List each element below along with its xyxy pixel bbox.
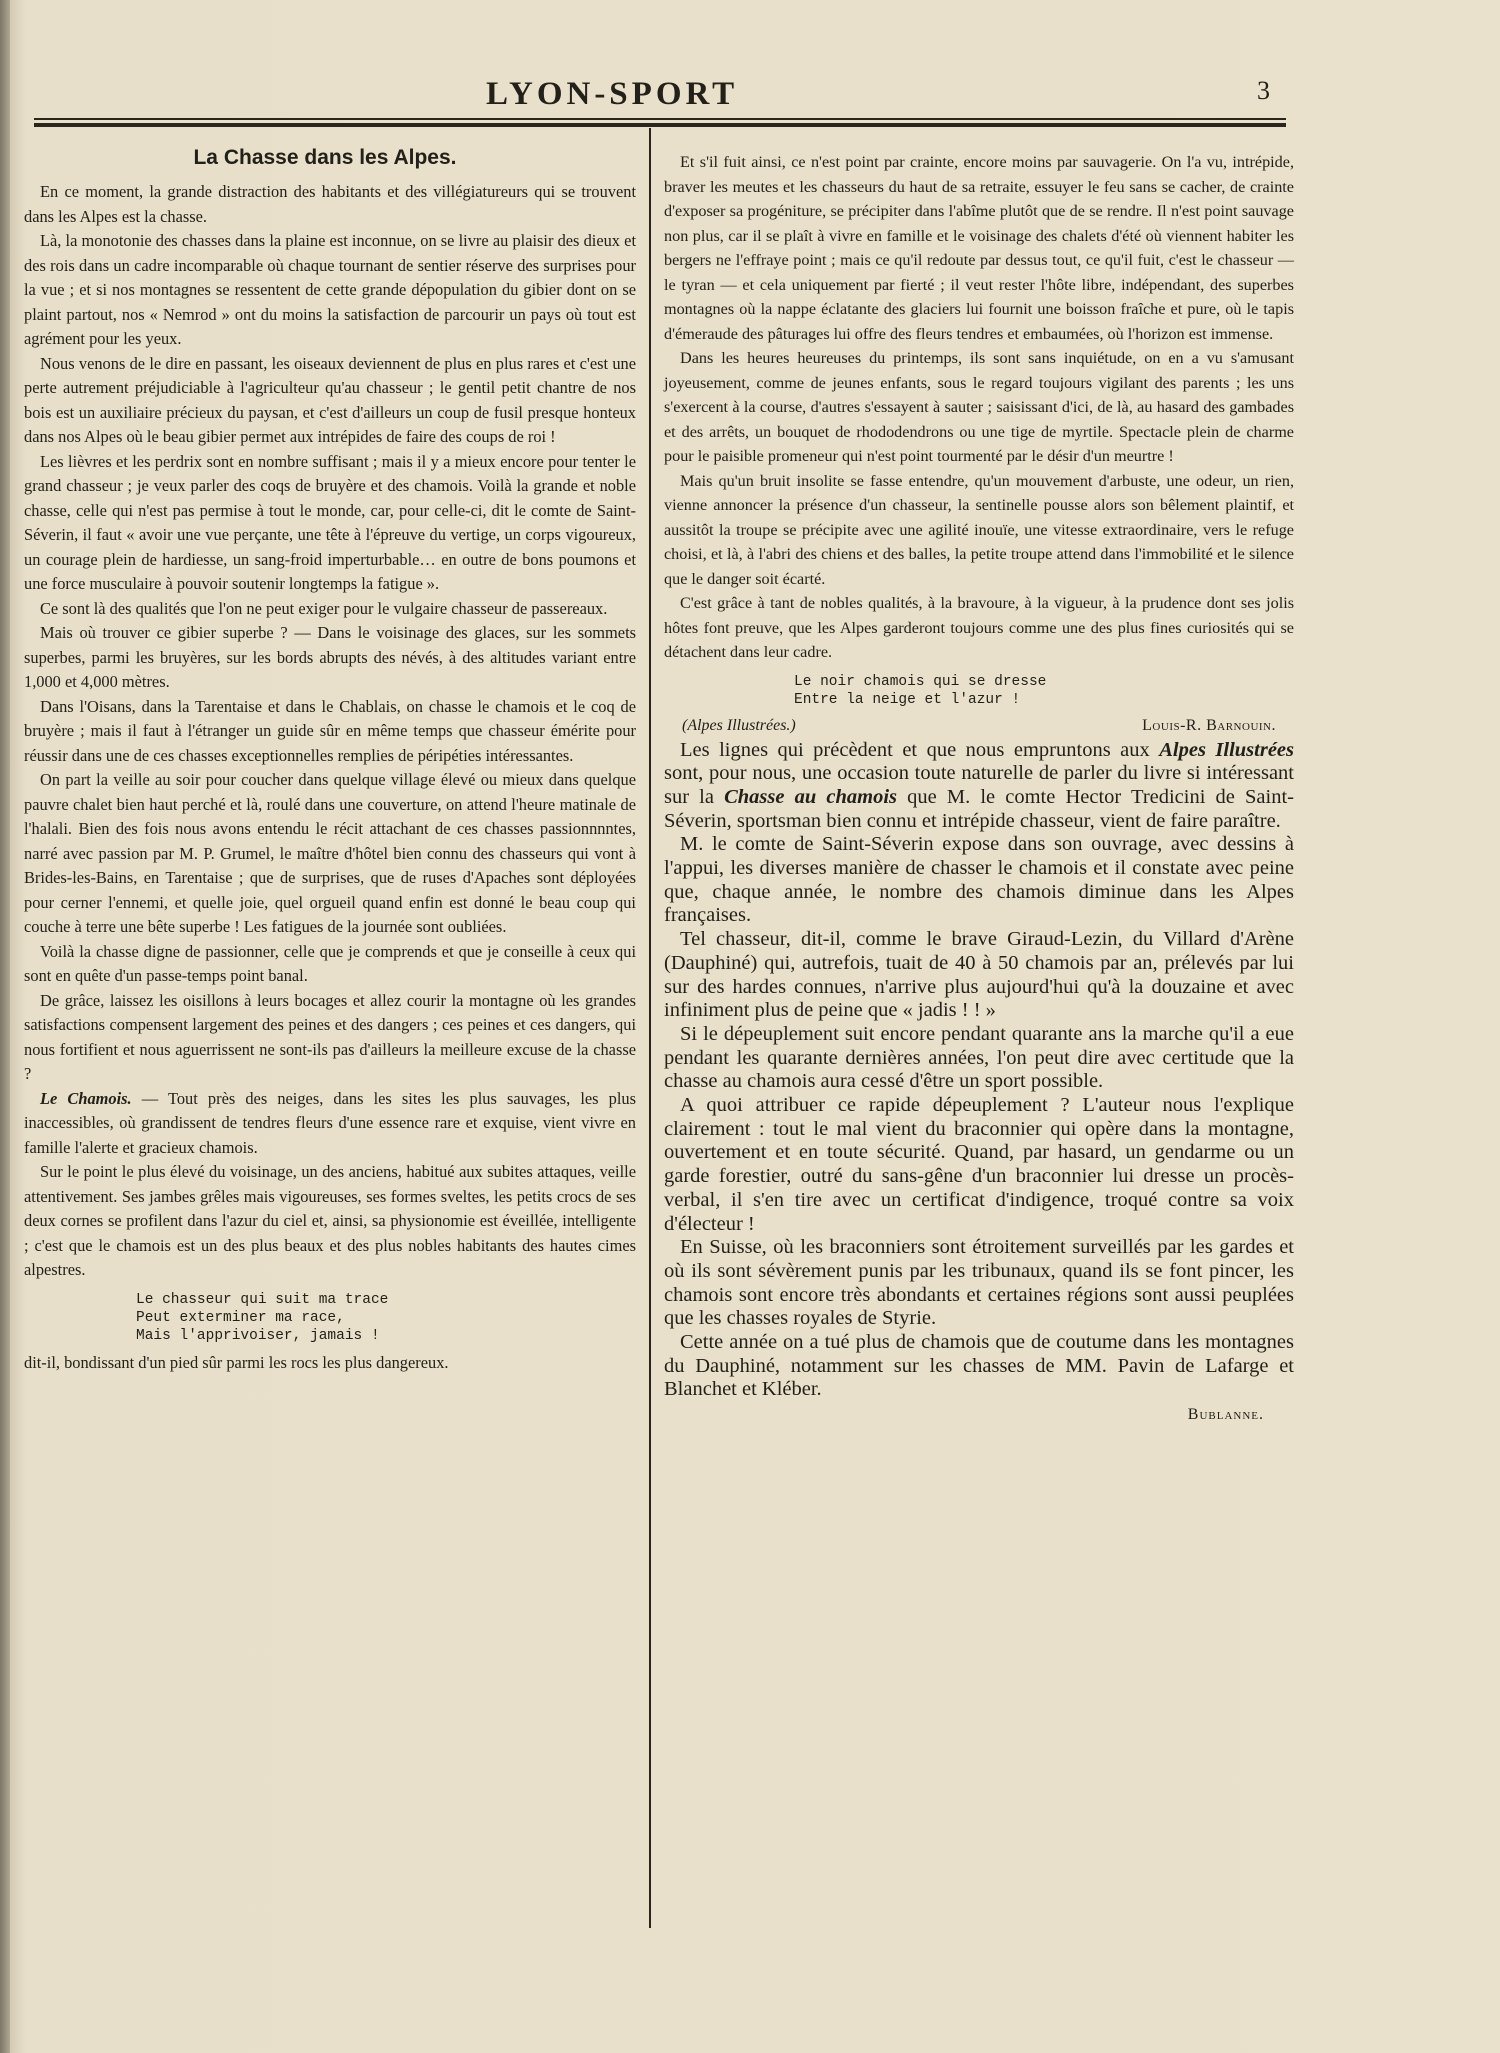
article-paragraph: Cette année on a tué plus de chamois que de coutume dans les montagnes du Dauphiné, notamment sur les chasses de MM. Pavin de Lafarge et Blanchet et Kléber. bbox=[664, 1331, 1294, 1401]
article-paragraph: Mais où trouver ce gibier superbe ? — Dans le voisinage des glaces, sur les sommets superbes, parmi les bruyères, sur les bords abrupts des névés, à des altitudes variant entre 1,000 et 4,000 mètres. bbox=[24, 623, 636, 691]
article-paragraph: C'est grâce à tant de nobles qualités, à la bravoure, à la vigueur, à la prudence dont ses jolis hôtes font preuve, que les Alpes garderont toujours comme une des plus fines curiosités qui se détachent dans leur cadre. bbox=[664, 594, 1294, 661]
verse-line: Le chasseur qui suit ma trace bbox=[136, 1291, 389, 1308]
left-column bbox=[24, 146, 636, 1375]
author-credit: Louis-R. Barnouin. bbox=[1142, 716, 1276, 734]
right-column bbox=[664, 150, 1294, 1424]
article-paragraph: Dans l'Oisans, dans la Tarentaise et dans le Chablais, on chasse le chamois et le coq de bruyère ; mais il faut à l'étranger un guide sûr en même temps que chasseur émérite pour réussir dans une de ces chasses exceptionnelles remplies de péripéties intéressantes. bbox=[24, 696, 636, 765]
column-divider bbox=[649, 128, 651, 1928]
chamois-text: — Tout près des neiges, dans les sites les plus sauvages, les plus inaccessibles, où grandissent de tendres fleurs d'une essence rare et exquise, vient vivre en famille l'alerte et gracieux chamois. bbox=[24, 1088, 636, 1157]
verse-line: Mais l'apprivoiser, jamais ! bbox=[136, 1327, 380, 1344]
article-paragraph: Dans les heures heureuses du printemps, ils sont sans inquiétude, on en a vu s'amusant joyeusement, comme de jeunes enfants, sous le regard toujours vigilant des parents ; les uns s'exercent à la course, d'autres s'essayent à sauter ; saisissant d'ici, de là, au hasard des gambades et des arrêts, un bouquet de rhododendrons ou une tige de myrtile. Spectacle plein de charme pour le paisible promeneur qui n'est point tourmenté par le désir d'un meurtre ! bbox=[664, 349, 1294, 465]
article-paragraph: dit-il, bondissant d'un pied sûr parmi les rocs les plus dangereux. bbox=[24, 1352, 449, 1372]
article-paragraph: Si le dépeuplement suit encore pendant quarante ans la marche qu'il a eue pendant les quarante dernières années, l'on peut dire avec certitude que la chasse au chamois aura cessé d'être un sport possible. bbox=[664, 1022, 1294, 1093]
verse-quote bbox=[136, 1291, 636, 1345]
masthead: LYON-SPORT bbox=[486, 76, 739, 112]
article-paragraph: Voilà la chasse digne de passionner, celle que je comprends et que je conseille à ceux qui sont en quête d'un passe-temps point banal. bbox=[24, 941, 636, 985]
title-reference: Alpes Illustrées bbox=[1159, 738, 1295, 761]
chamois-paragraph bbox=[24, 1087, 636, 1161]
text-span: Les lignes qui précèdent et que nous empruntons aux bbox=[680, 738, 1160, 761]
article-paragraph: Mais qu'un bruit insolite se fasse entendre, qu'un mouvement d'arbuste, une odeur, un rien, vienne annoncer la présence d'un chasseur, la sentinelle pousse alors son bêlement plaintif, et aussitôt la troupe se précipite avec une agilité inouïe, une vitesse extraordinaire, vers le refuge choisi, et là, à l'abri des chiens et des balles, la petite troupe attend dans l'immobilité et le silence que le danger soit écarté. bbox=[664, 471, 1294, 588]
verse-line: Entre la neige et l'azur ! bbox=[794, 691, 1021, 708]
article-paragraph: Ce sont là des qualités que l'on ne peut exiger pour le vulgaire chasseur de passereaux. bbox=[40, 598, 608, 618]
signature: Bublanne. bbox=[1187, 1406, 1264, 1424]
article-paragraph: Tel chasseur, dit-il, comme le brave Giraud-Lezin, du Villard d'Arène (Dauphiné) qui, autrefois, tuait de 40 à 50 chamois par an, prélevés par lui sur des hardes connues, n'arrive plus aujourd'hui qu'à la douzaine et avec infiniment plus de peine que « jadis ! ! » bbox=[664, 928, 1294, 1022]
source-credit: (Alpes Illustrées.) bbox=[682, 716, 796, 734]
article-credit bbox=[664, 713, 1294, 739]
verse-line: Peut exterminer ma race, bbox=[136, 1309, 345, 1326]
article-paragraph: Sur le point le plus élevé du voisinage, un des anciens, habitué aux subites attaques, veille attentivement. Ses jambes grêles mais vigoureuses, ses formes sveltes, les petits crocs de ses deux cornes se profilent dans l'azur du ciel et, ainsi, sa physionomie est éveillée, intelligente ; c'est que le chamois est un des plus beaux et des plus nobles habitants des hautes cimes alpestres. bbox=[24, 1162, 636, 1279]
second-article bbox=[664, 739, 1294, 1425]
header-rule bbox=[34, 118, 1286, 127]
article-paragraph bbox=[664, 739, 1294, 834]
text-span: sont, pour nous, une occasion toute naturelle de parler du livre si intéressant sur la bbox=[664, 762, 1294, 808]
article-paragraph: Et s'il fuit ainsi, ce n'est point par crainte, encore moins par sauvagerie. On l'a vu, intrépide, braver les meutes et les chasseurs du haut de sa retraite, essuyer le feu sans se cacher, de crainte d'exposer sa progéniture, se précipiter dans l'abîme plutôt que de se rendre. Il n'est point sauvage non plus, car il se plaît à vivre en famille et le voisinage des chalets d'été où viennent habiter les bergers ne l'effraye point ; mais ce qu'il redoute par dessus tout, ce qu'il fuit, c'est le chasseur — le tyran — et cela uniquement par fierté ; il veut rester l'hôte libre, indépendant, des superbes montagnes où la nappe éclatante des glaciers lui fournit une boisson fraîche et pure, où le tapis d'émeraude des pâturages lui offre des fleurs tendres et embaumées, où l'horizon est immense. bbox=[664, 153, 1294, 343]
article-paragraph: En Suisse, où les braconniers sont étroitement surveillés par les gardes et où ils sont sévèrement punis par les tribunaux, quand ils se font pincer, les chamois sont encore très abondants et certaines régions sont aussi peuplées que les chasses royales de Styrie. bbox=[664, 1236, 1294, 1330]
article-paragraph: En ce moment, la grande distraction des habitants et des villégiatureurs qui se trouvent dans les Alpes est la chasse. bbox=[24, 182, 636, 226]
verse-line: Le noir chamois qui se dresse bbox=[794, 673, 1047, 690]
text-span: que M. le comte Hector Tredicini de Saint-Séverin, sportsman bien connu et intrépide chasseur, vient de faire paraître. bbox=[664, 785, 1294, 832]
chamois-lead: Le Chamois. bbox=[40, 1088, 132, 1108]
page-number: 3 bbox=[1257, 76, 1270, 105]
article-paragraph: Là, la monotonie des chasses dans la plaine est inconnue, on se livre au plaisir des dieux et des rois dans un cadre incomparable où chaque tournant de sentier réserve des surprises pour la vue ; et si nos montagnes se ressentent de cette grande dépopulation du gibier dont on se plaint partout, nos « Nemrod » ont du moins la satisfaction de parcourir un pays où tout est agrément pour les yeux. bbox=[24, 231, 636, 348]
article-paragraph: Nous venons de le dire en passant, les oiseaux deviennent de plus en plus rares et c'est une perte autrement préjudiciable à l'agriculteur qu'au chasseur ; le gentil petit chantre de nos bois est un auxiliaire précieux du paysan, et c'est d'ailleurs un coup de fusil presque honteux dans nos Alpes où le beau gibier permet aux intrépides de faire des coups de roi ! bbox=[24, 353, 636, 446]
article-paragraph: A quoi attribuer ce rapide dépeuplement ? L'auteur nous l'explique clairement : tout le mal vient du braconnier qui opère dans la montagne, ouvertement et en toute sécurité. Quand, par hasard, un gendarme ou un garde forestier, outré du sans-gêne d'un braconnier lui dresse un procès-verbal, il s'en tire avec un certificat d'indigence, troqué contre sa voix d'électeur ! bbox=[664, 1094, 1294, 1235]
article-paragraph: On part la veille au soir pour coucher dans quelque village élevé ou mieux dans quelque pauvre chalet bien haut perché et là, roulé dans une couverture, on attend l'heure matinale de l'halali. Bien des fois nous avons entendu le récit attachant de ces chasses passionnnntes, narré avec passion par M. P. Grumel, le maître d'hôtel bien connu des chasseurs qui vont à Brides-les-Bains, en Tarentaise ; que de surprises, que de ruses d'Apaches sont déployées pour cerner l'ennemi, et quelle joie, quel orgueil quand enfin est donné le beau coup qui couche à terre une bête superbe ! Les fatigues de la journée sont oubliées. bbox=[24, 770, 636, 936]
article-paragraph: M. le comte de Saint-Séverin expose dans son ouvrage, avec dessins à l'appui, les diverses manière de chasser le chamois et il constate avec peine que, chaque année, le nombre des chamois diminue dans les Alpes françaises. bbox=[664, 833, 1294, 927]
book-title: Chasse au chamois bbox=[724, 785, 898, 808]
article-title: La Chasse dans les Alpes. bbox=[193, 146, 457, 169]
article-paragraph: De grâce, laissez les oisillons à leurs bocages et allez courir la montagne où les grandes satisfactions compensent largement des peines et des dangers ; ces peines et ces dangers, qui nous fortifient et nous aguerrissent ne sont-ils pas d'ailleurs la meilleure excuse de la chasse ? bbox=[24, 990, 636, 1083]
article-paragraph: Les lièvres et les perdrix sont en nombre suffisant ; mais il y a mieux encore pour tenter le grand chasseur ; je veux parler des coqs de bruyère et des chamois. Voilà la grande et noble chasse, celle qui n'est pas permise à tout le monde, car, pour celle-ci, dit le comte de Saint-Séverin, il faut « avoir une vue perçante, une tête à l'épreuve du vertige, un corps vigoureux, un courage plein de hardiesse, un sang-froid imperturbable… en outre de bons poumons et une force musculaire à pouvoir soutenir longtemps la fatigue ». bbox=[24, 451, 636, 593]
verse-quote bbox=[794, 673, 1294, 709]
binding-edge bbox=[0, 0, 10, 2053]
